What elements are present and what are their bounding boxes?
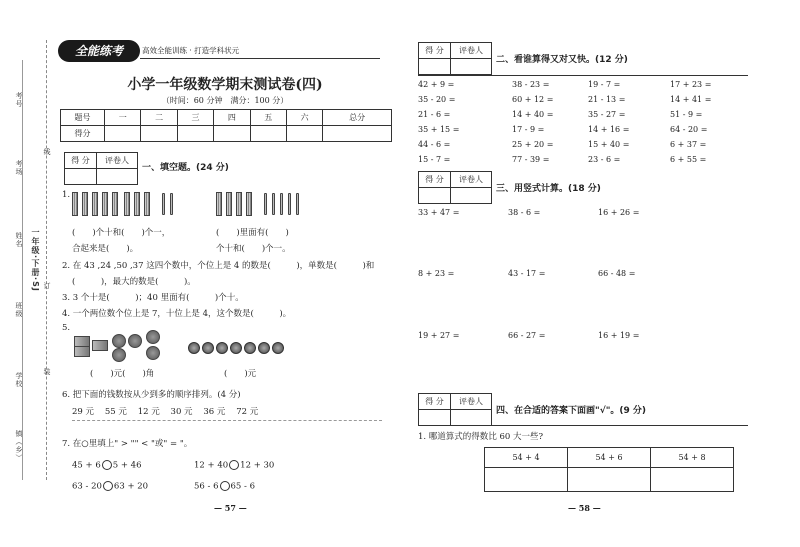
grader-score-cell[interactable] (419, 188, 451, 204)
option-label: 54 + 6 (568, 448, 651, 468)
score-cell[interactable] (141, 126, 177, 142)
slogan: 高效全能训练 · 打造学科状元 (142, 46, 240, 55)
grader-box-1 (64, 152, 138, 185)
binding-label-school: 学校 (15, 372, 23, 388)
grader-box-3: 得 分 评卷人 (418, 171, 492, 204)
score-header-cell: 题号 (61, 110, 105, 126)
grader-box-4: 得 分 评卷人 (418, 393, 492, 426)
binding-label-room: 考场 (15, 160, 23, 176)
score-cell[interactable] (286, 126, 322, 142)
section4-title: 四、在合适的答案下面画"√"。(9 分) (496, 406, 647, 416)
s4-q1-text: 1. 哪道算式的得数比 60 大一些? (418, 432, 544, 442)
q3-text: 3. 3 个十是( )；40 里面有( )个十。 (62, 293, 244, 303)
page-number-right: — 58 — (568, 503, 601, 513)
score-header-cell: 六 (286, 110, 322, 126)
q6-value: 30 元 (170, 407, 193, 417)
grader-score-cell[interactable] (419, 59, 451, 75)
score-header-cell: 三 (177, 110, 213, 126)
q5-answer-a: ( )元( )角 (90, 369, 155, 379)
compare-circle[interactable] (102, 460, 112, 470)
grader-box-2: 得 分 评卷人 (418, 42, 492, 75)
score-header-cell: 一 (105, 110, 141, 126)
q4-text: 4. 一个两位数个位上是 7，十位上是 4，这个数是( )。 (62, 309, 292, 319)
section4-rule (418, 425, 748, 426)
q7-text: 7. 在○里填上" > "" < "或" = "。 (62, 439, 193, 449)
section3-title: 三、用竖式计算。(18 分) (496, 184, 601, 194)
q1-blank-3: 合起来是( )。 (72, 244, 139, 254)
grader-label: 评卷人 (97, 153, 138, 169)
grader-cell[interactable] (451, 188, 492, 204)
page-number-left: — 57 — (214, 503, 247, 513)
score-header-cell: 五 (250, 110, 286, 126)
cut-mark-mount: 装 (43, 368, 51, 376)
q1-blank-4: 个十和( )个一。 (216, 244, 291, 254)
compare-circle[interactable] (220, 481, 230, 491)
q2-text-cont: ( )，最大的数是( )。 (72, 277, 196, 287)
grader-score-cell[interactable] (419, 410, 451, 426)
grader-cell[interactable] (97, 169, 138, 185)
score-header-cell: 总分 (323, 110, 392, 126)
binding-label-name: 姓名 (15, 232, 23, 248)
score-cell[interactable] (177, 126, 213, 142)
option-check-cell[interactable] (651, 468, 734, 492)
q7-item: 12 + 40 12 + 30 (194, 460, 275, 471)
page-subtitle: （时间：60 分钟 满分：100 分） (161, 96, 289, 105)
cut-line (46, 40, 47, 480)
q1-blank-2: ( )里面有( ) (216, 228, 289, 238)
grader-cell[interactable] (451, 410, 492, 426)
q7-item: 56 - 6 65 - 6 (194, 481, 255, 492)
score-header-cell: 二 (141, 110, 177, 126)
compare-circle[interactable] (103, 481, 113, 491)
option-check-cell[interactable] (568, 468, 651, 492)
q6-values (72, 405, 258, 417)
q6-text: 6. 把下面的钱数按从少到多的顺序排列。(4 分) (62, 390, 241, 400)
q5-answer-b: ( )元 (224, 369, 257, 379)
page-title: 小学一年级数学期末测试卷(四) (127, 77, 323, 93)
option-check-cell[interactable] (485, 468, 568, 492)
score-cell[interactable] (323, 126, 392, 142)
slogan-rule (140, 58, 380, 59)
q6-value: 36 元 (203, 407, 226, 417)
section2-title: 二、看谁算得又对又快。(12 分) (496, 55, 628, 65)
q6-value: 72 元 (236, 407, 259, 417)
binding-line (22, 60, 23, 480)
q6-value: 29 元 (72, 407, 95, 417)
section2-rule (418, 75, 748, 76)
grader-score-cell[interactable] (65, 169, 97, 185)
brand-logo: 全能练考 (58, 40, 140, 62)
grader-cell[interactable] (451, 59, 492, 75)
q6-value: 55 元 (104, 407, 127, 417)
grader-score-label: 得 分 (65, 153, 97, 169)
score-table (60, 109, 392, 142)
binding-label-class: 班级 (15, 302, 23, 318)
q6-answer-line (72, 420, 382, 421)
score-header-cell: 四 (214, 110, 250, 126)
compare-circle[interactable] (229, 460, 239, 470)
section1-title: 一、填空题。(24 分) (142, 163, 229, 173)
score-cell[interactable] (105, 126, 141, 142)
option-label: 54 + 8 (651, 448, 734, 468)
q6-value: 12 元 (137, 407, 160, 417)
q5-number: 5. (62, 323, 71, 333)
q2-text: 2. 在 43 ,24 ,50 ,37 这四个数中，个位上是 4 的数是( )，单数是( )和 (62, 261, 375, 271)
cut-mark-bind: 订 (43, 282, 51, 290)
score-cell[interactable] (214, 126, 250, 142)
binding-label-exam-no: 考号 (15, 92, 23, 108)
binding-label-town: 镇（乡） (15, 430, 23, 462)
s4-answer-table (484, 447, 734, 492)
option-label: 54 + 4 (485, 448, 568, 468)
q7-item: 45 + 6 5 + 46 (72, 460, 142, 471)
score-cell[interactable] (250, 126, 286, 142)
q1-blank-1: ( )个十和( )个一， (72, 228, 171, 238)
cut-mark-line: 线 (43, 148, 51, 156)
q7-item: 63 - 20 63 + 20 (72, 481, 149, 492)
grade-label: 一年级·下册·SJ (31, 228, 40, 292)
q1-number: 1. (62, 190, 71, 200)
score-row-label: 得分 (61, 126, 105, 142)
